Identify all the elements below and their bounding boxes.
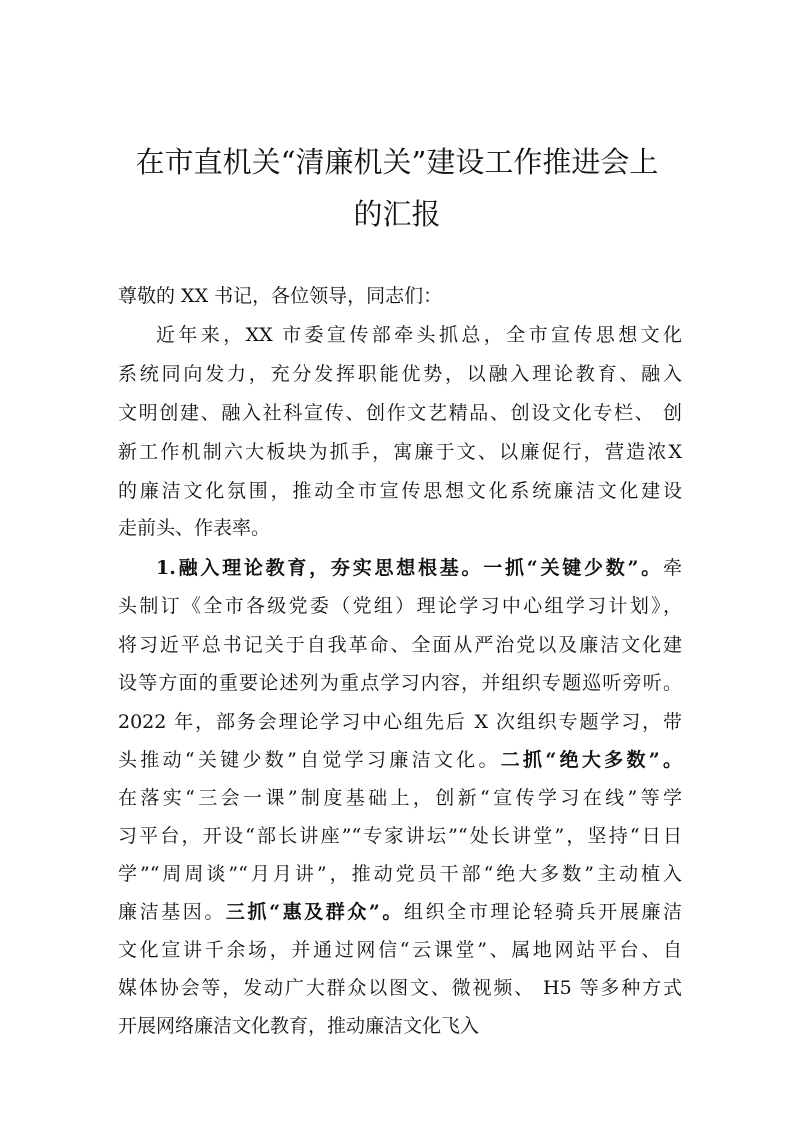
text: 头推动“关键少数”自觉学习廉洁文化。: [118, 749, 501, 771]
paragraph-line: 习平台，开设“部长讲座”“专家讲坛”“处长讲堂”，坚持“日日: [118, 825, 682, 847]
paragraph-line: 文化宣讲千余场，并通过网信“云课堂”、属地网站平台、自: [118, 939, 682, 961]
paragraph-line: 设等方面的重要论述列为重点学习内容，并组织专题巡听旁听。: [118, 672, 682, 694]
section-heading: 1.融入理论教育，夯实思想根基。一抓“关键少数”。: [156, 557, 663, 579]
text: 牵: [662, 557, 682, 579]
document-title-line-2: 的汇报: [353, 197, 441, 231]
paragraph-line: 文明创建、融入社科宣传、创作文艺精品、创设文化专栏、 创: [118, 402, 682, 424]
paragraph-line: 的廉洁文化氛围，推动全市宣传思想文化系统廉洁文化建设: [118, 480, 682, 502]
paragraph-line: [118, 748, 682, 772]
paragraph-line: 在落实“三会一课”制度基础上，创新“宣传学习在线”等学: [118, 787, 682, 809]
paragraph-line: 新工作机制六大板块为抓手，寓廉于文、以廉促行，营造浓X: [118, 441, 682, 463]
paragraph-line: 头制订《全市各级党委（党组）理论学习中心组学习计划》，: [118, 595, 682, 617]
paragraph-line: 走前头、作表率。: [118, 517, 271, 539]
text: 廉洁基因。: [118, 901, 226, 923]
paragraph-line: 开展网络廉洁文化教育，推动廉洁文化飞入: [118, 1015, 480, 1037]
paragraph-line: 媒体协会等，发动广大群众以图文、微视频、 H5 等多种方式: [118, 977, 682, 999]
paragraph-line: 2022 年，部务会理论学习中心组先后 X 次组织专题学习，带: [118, 711, 682, 733]
bold-phrase: 三抓“惠及群众”。: [225, 901, 404, 923]
paragraph-line: 近年来，XX 市委宣传部牵头抓总，全市宣传思想文化: [156, 324, 682, 346]
document-title-line-1: 在市直机关“清廉机关”建设工作推进会上: [135, 145, 659, 179]
paragraph-line: 将习近平总书记关于自我革命、全面从严治党以及廉洁文化建: [118, 634, 682, 656]
paragraph-line: 系统同向发力，充分发挥职能优势，以融入理论教育、融入: [118, 363, 682, 385]
section-heading-line: [156, 556, 682, 580]
paragraph-line: 学”“周周谈”“月月讲”，推动党员干部“绝大多数”主动植入: [118, 863, 682, 885]
bold-phrase: 二抓“绝大多数”。: [500, 749, 682, 771]
paragraph-line: [118, 900, 682, 924]
greeting: 尊敬的 XX 书记，各位领导，同志们：: [118, 285, 443, 307]
text: 组织全市理论轻骑兵开展廉洁: [404, 901, 682, 923]
